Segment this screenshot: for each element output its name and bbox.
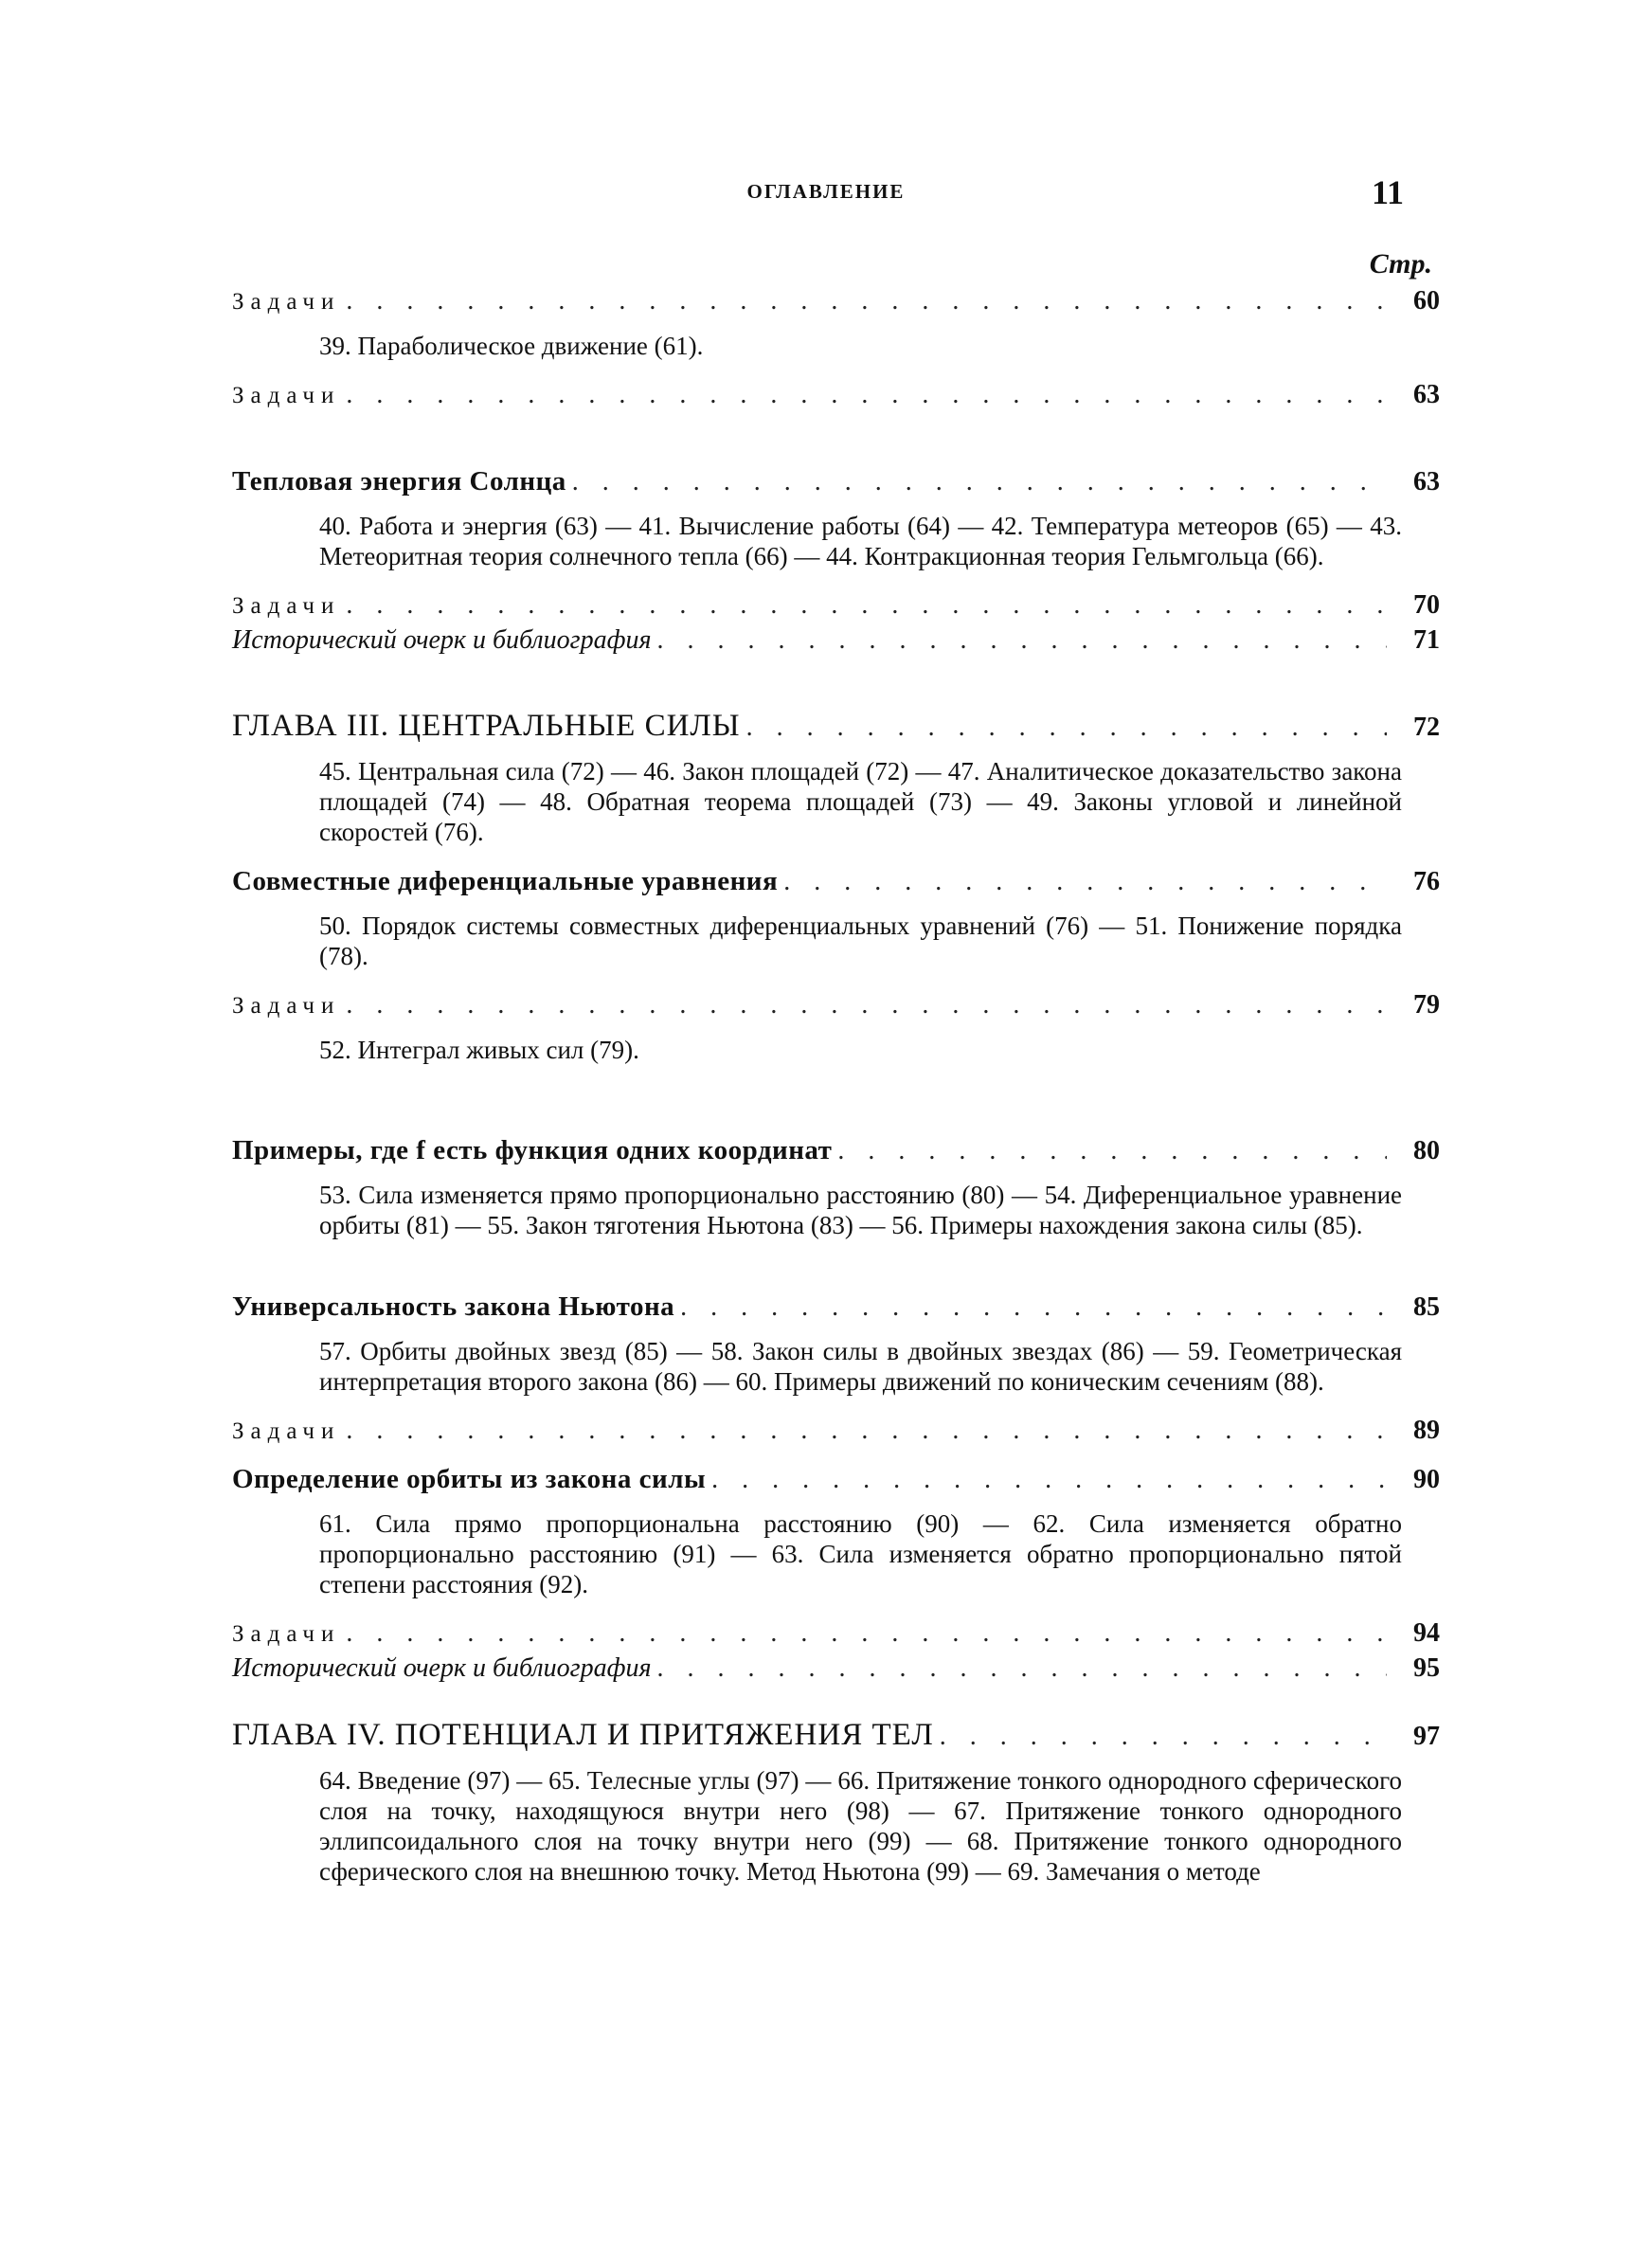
dot-leader bbox=[346, 588, 1387, 623]
toc-entry-page: 89 bbox=[1413, 1416, 1440, 1445]
toc-entry bbox=[232, 1462, 1440, 1497]
toc-entry-title: Тепловая энергия Солнца bbox=[232, 466, 566, 497]
toc-entry-title: Исторический очерк и библиография bbox=[232, 1653, 652, 1683]
toc-entry bbox=[232, 1133, 1440, 1168]
toc-description: 64. Введение (97) — 65. Телесные углы (97) — 66. Притяжение тонкого однородного сферического слоя на точку, находящуюся внутри него (98) — 67. Притяжение тонкого однородного эллипсоидального слоя на точку внутри него (99) — 68. Притяжение тонкого однородного сферического слоя на внешнюю точку. Метод Ньютона (99) — 69. Замечания о методе bbox=[319, 1766, 1402, 1886]
toc-entry-page: 80 bbox=[1413, 1136, 1440, 1165]
dot-leader bbox=[346, 988, 1387, 1022]
spacer bbox=[232, 413, 1440, 464]
toc-entry-title: ГЛАВА III. ЦЕНТРАЛЬНЫЕ СИЛЫ bbox=[232, 709, 741, 743]
dot-leader bbox=[783, 865, 1387, 899]
toc-entry bbox=[232, 378, 1440, 413]
toc-entry-page: 70 bbox=[1413, 590, 1440, 620]
spacer bbox=[232, 658, 1440, 709]
toc-entry-title: Задачи bbox=[232, 593, 341, 619]
toc-entry-title: Определение орбиты из закона силы bbox=[232, 1464, 707, 1494]
toc-entry bbox=[232, 1414, 1440, 1449]
toc-entry bbox=[232, 709, 1440, 745]
toc-entry-title: Задачи bbox=[232, 1418, 341, 1444]
dot-leader bbox=[746, 711, 1387, 745]
toc-description: 52. Интеграл живых сил (79). bbox=[319, 1036, 639, 1064]
toc-description: 40. Работа и энергия (63) — 41. Вычисление работы (64) — 42. Температура метеоров (65) — 43. Метеоритная теория солнечного тепла (66) — 44. Контракционная теория Гельмгольца (66). bbox=[319, 512, 1402, 570]
toc-entry-title: Задачи bbox=[232, 993, 341, 1019]
toc-entry-title: Совместные диференциальные уравнения bbox=[232, 866, 779, 896]
toc-entry-page: 76 bbox=[1413, 867, 1440, 896]
toc-entry bbox=[232, 1718, 1440, 1754]
toc-entry-page: 79 bbox=[1413, 990, 1440, 1020]
page-column-label: Стр. bbox=[1369, 248, 1432, 280]
toc-entry-title: ГЛАВА IV. ПОТЕНЦИАЛ И ПРИТЯЖЕНИЯ ТЕЛ bbox=[232, 1718, 934, 1752]
toc-description: 50. Порядок системы совместных диференциальных уравнений (76) — 51. Понижение порядка (78). bbox=[319, 912, 1402, 970]
dot-leader bbox=[346, 1616, 1387, 1651]
toc-description: 57. Орбиты двойных звезд (85) — 58. Закон силы в двойных звездах (86) — 59. Геометрическая интерпретация второго закона (86) — 60. Примеры движений по коническим сечениям (88). bbox=[319, 1337, 1402, 1396]
toc-entry-title: Исторический очерк и библиография bbox=[232, 625, 652, 655]
toc-entry-page: 60 bbox=[1413, 286, 1440, 316]
toc-entry-page: 85 bbox=[1413, 1292, 1440, 1322]
page-number: 11 bbox=[1371, 173, 1404, 211]
dot-leader bbox=[837, 1134, 1387, 1168]
dot-leader bbox=[572, 465, 1387, 499]
toc-entry bbox=[232, 1652, 1440, 1686]
toc-entry-title: Задачи bbox=[232, 1621, 341, 1647]
toc-entry bbox=[232, 284, 1440, 319]
toc-entry-page: 90 bbox=[1413, 1465, 1440, 1494]
toc-entry-page: 63 bbox=[1413, 380, 1440, 409]
toc-entry-title: Примеры, где f есть функция одних координат bbox=[232, 1135, 833, 1165]
dot-leader bbox=[940, 1720, 1387, 1754]
dot-leader bbox=[711, 1463, 1387, 1497]
toc-entry-title: Задачи bbox=[232, 383, 341, 408]
toc-entry bbox=[232, 623, 1440, 658]
toc-entry-page: 72 bbox=[1413, 713, 1440, 742]
table-of-contents bbox=[232, 284, 1440, 1904]
dot-leader bbox=[346, 1414, 1387, 1448]
toc-description: 45. Центральная сила (72) — 46. Закон площадей (72) — 47. Аналитическое доказательство закона площадей (74) — 48. Обратная теорема площадей (73) — 49. Законы угловой и линейной скоростей (76). bbox=[319, 757, 1402, 846]
toc-entry bbox=[232, 1616, 1440, 1652]
toc-entry-title: Задачи bbox=[232, 289, 341, 315]
dot-leader bbox=[346, 378, 1387, 412]
toc-entry-title: Универсальность закона Ньютона bbox=[232, 1291, 675, 1322]
toc-entry bbox=[232, 464, 1440, 499]
spacer bbox=[232, 1686, 1440, 1718]
toc-description: 61. Сила прямо пропорциональна расстоянию (90) — 62. Сила изменяется обратно пропорционально расстоянию (91) — 63. Сила изменяется обратно пропорционально пятой степени расстояния (92). bbox=[319, 1509, 1402, 1598]
dot-leader bbox=[680, 1291, 1387, 1325]
toc-entry-page: 95 bbox=[1413, 1653, 1440, 1683]
toc-entry bbox=[232, 864, 1440, 899]
toc-entry bbox=[232, 588, 1440, 623]
toc-description: 53. Сила изменяется прямо пропорционально расстоянию (80) — 54. Диференциальное уравнение орбиты (81) — 55. Закон тяготения Ньютона (83) — 56. Примеры нахождения закона силы (85). bbox=[319, 1181, 1402, 1239]
page-header bbox=[0, 173, 1652, 218]
toc-description: 39. Параболическое движение (61). bbox=[319, 332, 704, 360]
toc-entry bbox=[232, 1290, 1440, 1325]
spacer bbox=[232, 1257, 1440, 1290]
toc-entry bbox=[232, 988, 1440, 1023]
toc-entry-page: 71 bbox=[1413, 625, 1440, 655]
toc-entry-page: 97 bbox=[1413, 1722, 1440, 1751]
spacer bbox=[232, 1082, 1440, 1133]
dot-leader bbox=[656, 1652, 1387, 1686]
toc-entry-page: 63 bbox=[1413, 467, 1440, 497]
dot-leader bbox=[656, 623, 1387, 658]
spacer bbox=[232, 1449, 1440, 1462]
dot-leader bbox=[346, 284, 1387, 318]
toc-entry-page: 94 bbox=[1413, 1618, 1440, 1648]
running-title: ОГЛАВЛЕНИЕ bbox=[746, 180, 906, 203]
